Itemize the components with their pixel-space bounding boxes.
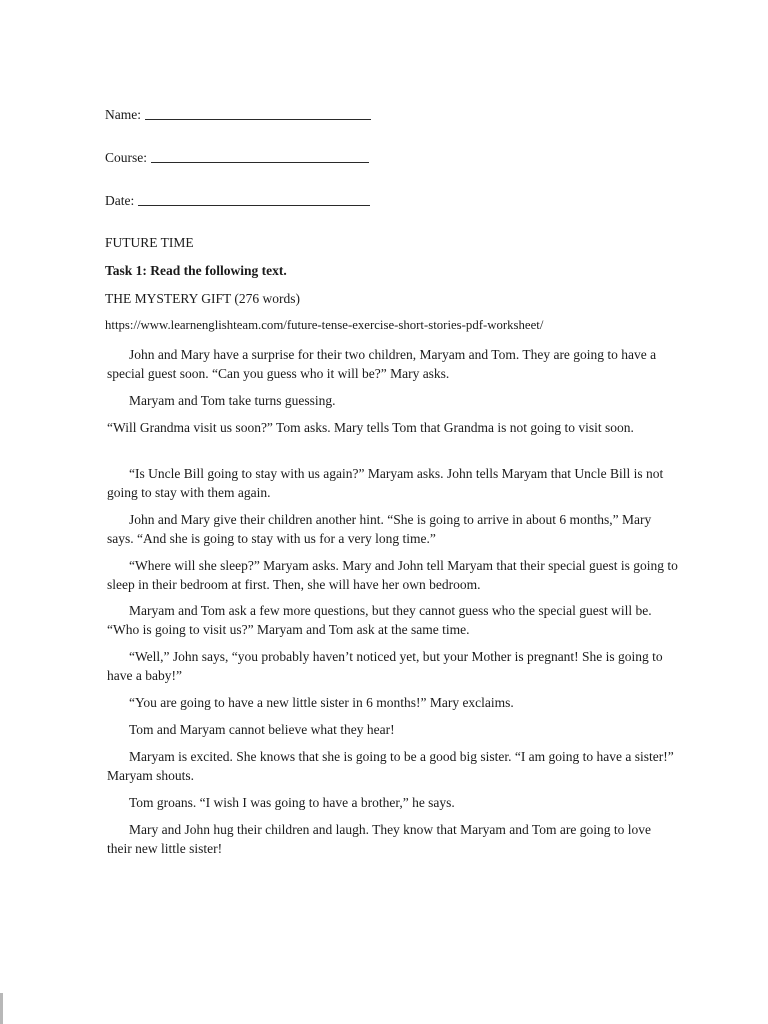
task-heading: Task 1: Read the following text.	[105, 263, 287, 278]
course-label: Course:	[105, 150, 147, 165]
name-field[interactable]	[105, 107, 371, 123]
source-url: https://www.learnenglishteam.com/future-tense-exercise-short-stories-pdf-worksheet/	[105, 318, 544, 332]
story-paragraph: Tom groans. “I wish I was going to have a brother,” he says.	[129, 795, 455, 810]
story-paragraph: Maryam is excited. She knows that she is going to be a good big sister. “I am going to have a sister!” Maryam shouts.	[107, 749, 674, 783]
story-paragraph: Mary and John hug their children and laugh. They know that Maryam and Tom are going to love their new little sister!	[107, 822, 651, 856]
name-label: Name:	[105, 107, 141, 122]
scan-edge-mark	[0, 993, 3, 1024]
story-paragraph: “Will Grandma visit us soon?” Tom asks. Mary tells Tom that Grandma is not going to visit soon.	[107, 420, 634, 435]
story-paragraph: John and Mary have a surprise for their two children, Maryam and Tom. They are going to have a special guest soon. “Can you guess who it will be?” Mary asks.	[107, 347, 657, 381]
date-blank-line[interactable]	[138, 204, 370, 206]
story-paragraph: “You are going to have a new little sister in 6 months!” Mary exclaims.	[129, 695, 514, 710]
course-blank-line[interactable]	[151, 161, 369, 163]
story-title: THE MYSTERY GIFT (276 words)	[105, 291, 300, 306]
course-field[interactable]	[105, 150, 369, 166]
date-field[interactable]	[105, 193, 370, 209]
name-blank-line[interactable]	[145, 118, 371, 120]
date-label: Date:	[105, 193, 135, 208]
story-paragraph: Maryam and Tom ask a few more questions, but they cannot guess who the special guest will be. “Who is going to visit us?” Maryam and Tom ask at the same time.	[107, 603, 652, 637]
story-paragraph: “Where will she sleep?” Maryam asks. Mary and John tell Maryam that their special guest is going to sleep in their bedroom at first. Then, she will have her own bedroom.	[107, 558, 678, 592]
story-paragraph: Maryam and Tom take turns guessing.	[129, 393, 336, 408]
section-heading: FUTURE TIME	[105, 235, 194, 250]
story-paragraph: “Is Uncle Bill going to stay with us again?” Maryam asks. John tells Maryam that Uncle Bill is not going to stay with them again.	[107, 466, 664, 500]
story-paragraph: “Well,” John says, “you probably haven’t noticed yet, but your Mother is pregnant! She is going to have a baby!”	[107, 649, 663, 683]
story-paragraph: John and Mary give their children another hint. “She is going to arrive in about 6 months,” Mary says. “And she is going to stay with us for a very long time.”	[107, 512, 652, 546]
story-paragraph: Tom and Maryam cannot believe what they hear!	[129, 722, 395, 737]
